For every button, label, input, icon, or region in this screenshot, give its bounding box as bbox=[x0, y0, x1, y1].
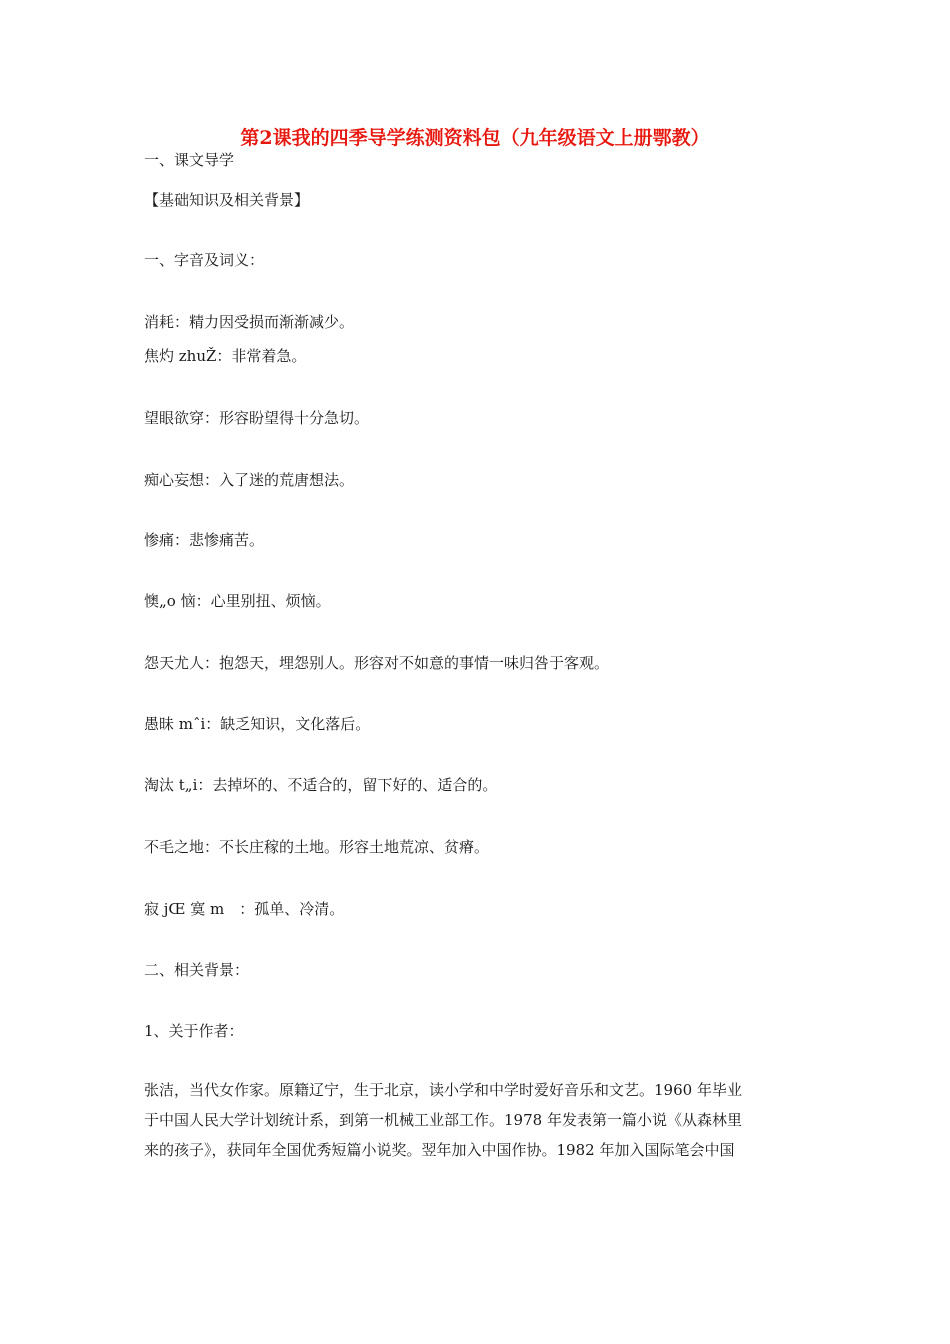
vocab-entry: 痴心妄想：入了迷的荒唐想法。 bbox=[144, 471, 355, 489]
subsection-background: 二、相关背景： bbox=[144, 961, 250, 979]
paragraph-line: 张洁，当代女作家。原籍辽宁，生于北京，读小学和中学时爱好音乐和文艺。1960 年毕业 bbox=[144, 1081, 742, 1099]
document-title: 第2课我的四季导学练测资料包（九年级语文上册鄂教） bbox=[240, 127, 710, 149]
section-heading-basics: 【基础知识及相关背景】 bbox=[144, 191, 310, 209]
author-paragraph bbox=[144, 1075, 809, 1165]
paragraph-line: 于中国人民大学计划统计系，到第一机械工业部工作。1978 年发表第一篇小说《从森林里 bbox=[144, 1111, 742, 1129]
vocab-entry: 望眼欲穿：形容盼望得十分急切。 bbox=[144, 409, 370, 427]
vocab-entry: 消耗：精力因受损而渐渐减少。 bbox=[144, 313, 355, 331]
subsection-pronunciation: 一、字音及词义： bbox=[144, 251, 265, 269]
vocab-entry: 怨天尤人：抱怨天，埋怨别人。形容对不如意的事情一味归咎于客观。 bbox=[144, 654, 610, 672]
vocab-entry: 懊„o 恼：心里别扭、烦恼。 bbox=[144, 592, 331, 610]
vocab-entry: 寂 jŒ 寞 m ：孤单、冷清。 bbox=[144, 900, 345, 918]
paragraph-line: 来的孩子》，获同年全国优秀短篇小说奖。翌年加入中国作协。1982 年加入国际笔会中国 bbox=[144, 1141, 735, 1159]
vocab-entry: 不毛之地：不长庄稼的土地。形容土地荒凉、贫瘠。 bbox=[144, 838, 490, 856]
vocab-entry: 惨痛：悲惨痛苦。 bbox=[144, 531, 265, 549]
vocab-entry: 焦灼 zhuŽ：非常着急。 bbox=[144, 347, 307, 365]
section-heading-guide: 一、课文导学 bbox=[144, 151, 235, 169]
vocab-entry: 愚昧 mˆi：缺乏知识，文化落后。 bbox=[144, 715, 371, 733]
vocab-entry: 淘汰 t„i：去掉坏的、不适合的，留下好的、适合的。 bbox=[144, 776, 498, 794]
subsection-author: 1、关于作者： bbox=[144, 1022, 244, 1040]
